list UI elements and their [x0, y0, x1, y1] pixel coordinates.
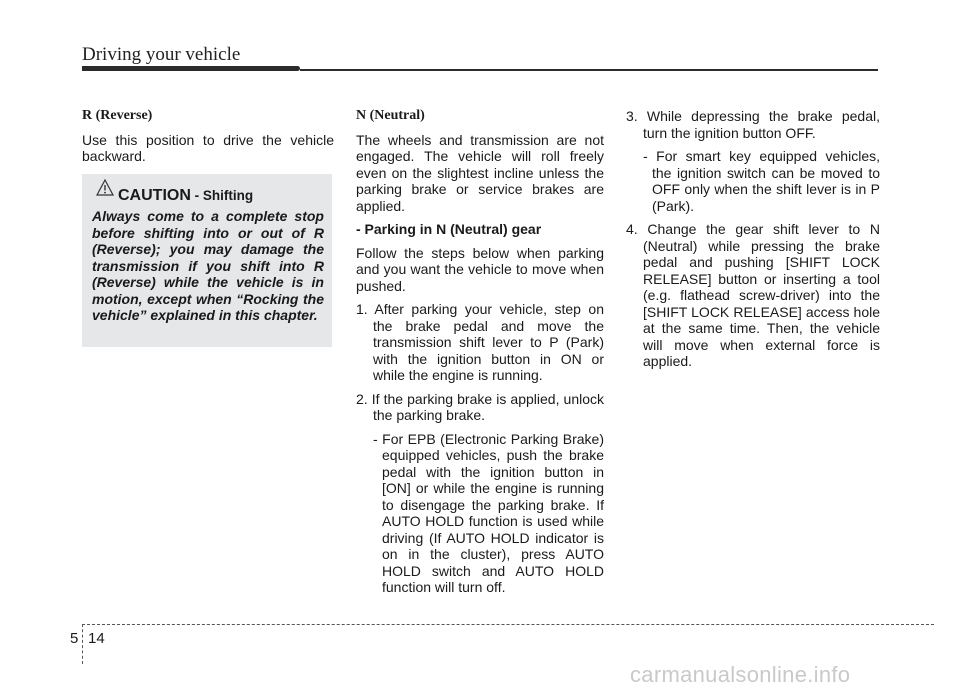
footer-divider [82, 624, 83, 664]
footer-rule [82, 624, 934, 625]
section-title-reverse: R (Reverse) [82, 108, 153, 123]
header-rule-thin [300, 69, 878, 71]
neutral-description: The wheels and transmission are not engaged. The vehicle will roll freely even on the slightest incline unless the parking brake or service brakes are applied. [356, 131, 604, 214]
subsection-heading-parking-neutral: - Parking in N (Neutral) gear [356, 221, 542, 237]
step-2-note-epb: - For EPB (Electronic Parking Brake) equipped vehicles, push the brake pedal with the ignition button in [ON] or while the engine is running to disengage the parking brake. If AUTO HOLD function is used while driving (If AUTO HOLD indicator is on in the cluster), press AUTO HOLD switch and AUTO HOLD function will turn off. [373, 430, 604, 595]
reverse-description: Use this position to drive the vehicle backward. [82, 131, 334, 164]
column-reverse [82, 108, 334, 172]
step-4: 4. Change the gear shift lever to N (Neutral) while pressing the brake pedal and pushing [SHIFT LOCK RELEASE] button or inserting a tool (e.g. flathead screw-driver) into the [SHIFT LOCK RELEASE] access hole at the same time. Then, the vehicle will move when external force is applied. [626, 221, 880, 369]
caution-text: Always come to a complete stop before shifting into or out of R (Reverse); you may damage the transmission if you shift into R (Reverse) while the vehicle is in motion, except when “Rocking the vehicle” explained in this chapter. [92, 208, 324, 323]
parking-intro: Follow the steps below when parking and you want the vehicle to move when pushed. [356, 244, 604, 294]
column-neutral [356, 108, 604, 603]
watermark-text: carmanualsonline.info [630, 662, 851, 687]
warning-triangle-icon [96, 179, 114, 196]
step-1: 1. After parking your vehicle, step on the brake pedal and move the transmission shift lever to P (Park) with the ignition button in ON or while the engine is running. [356, 301, 604, 383]
column-steps-continued [626, 108, 880, 377]
step-3: 3. While depressing the brake pedal, turn the ignition button OFF. [626, 108, 880, 141]
header-rule-thick [82, 66, 300, 71]
caution-box [82, 174, 332, 347]
step-3-note-smart-key: - For smart key equipped vehicles, the ignition switch can be moved to OFF only when the shift lever is in P (Park). [643, 148, 880, 214]
caution-subtitle: - Shifting [190, 188, 254, 203]
chapter-number: 5 [70, 630, 79, 647]
section-title-neutral: N (Neutral) [356, 108, 425, 123]
page-number: 14 [88, 630, 105, 647]
caution-heading [118, 187, 253, 205]
page-header-title: Driving your vehicle [82, 44, 241, 65]
step-2: 2. If the parking brake is applied, unlock the parking brake. [356, 390, 604, 423]
caution-label: CAUTION [118, 187, 191, 204]
